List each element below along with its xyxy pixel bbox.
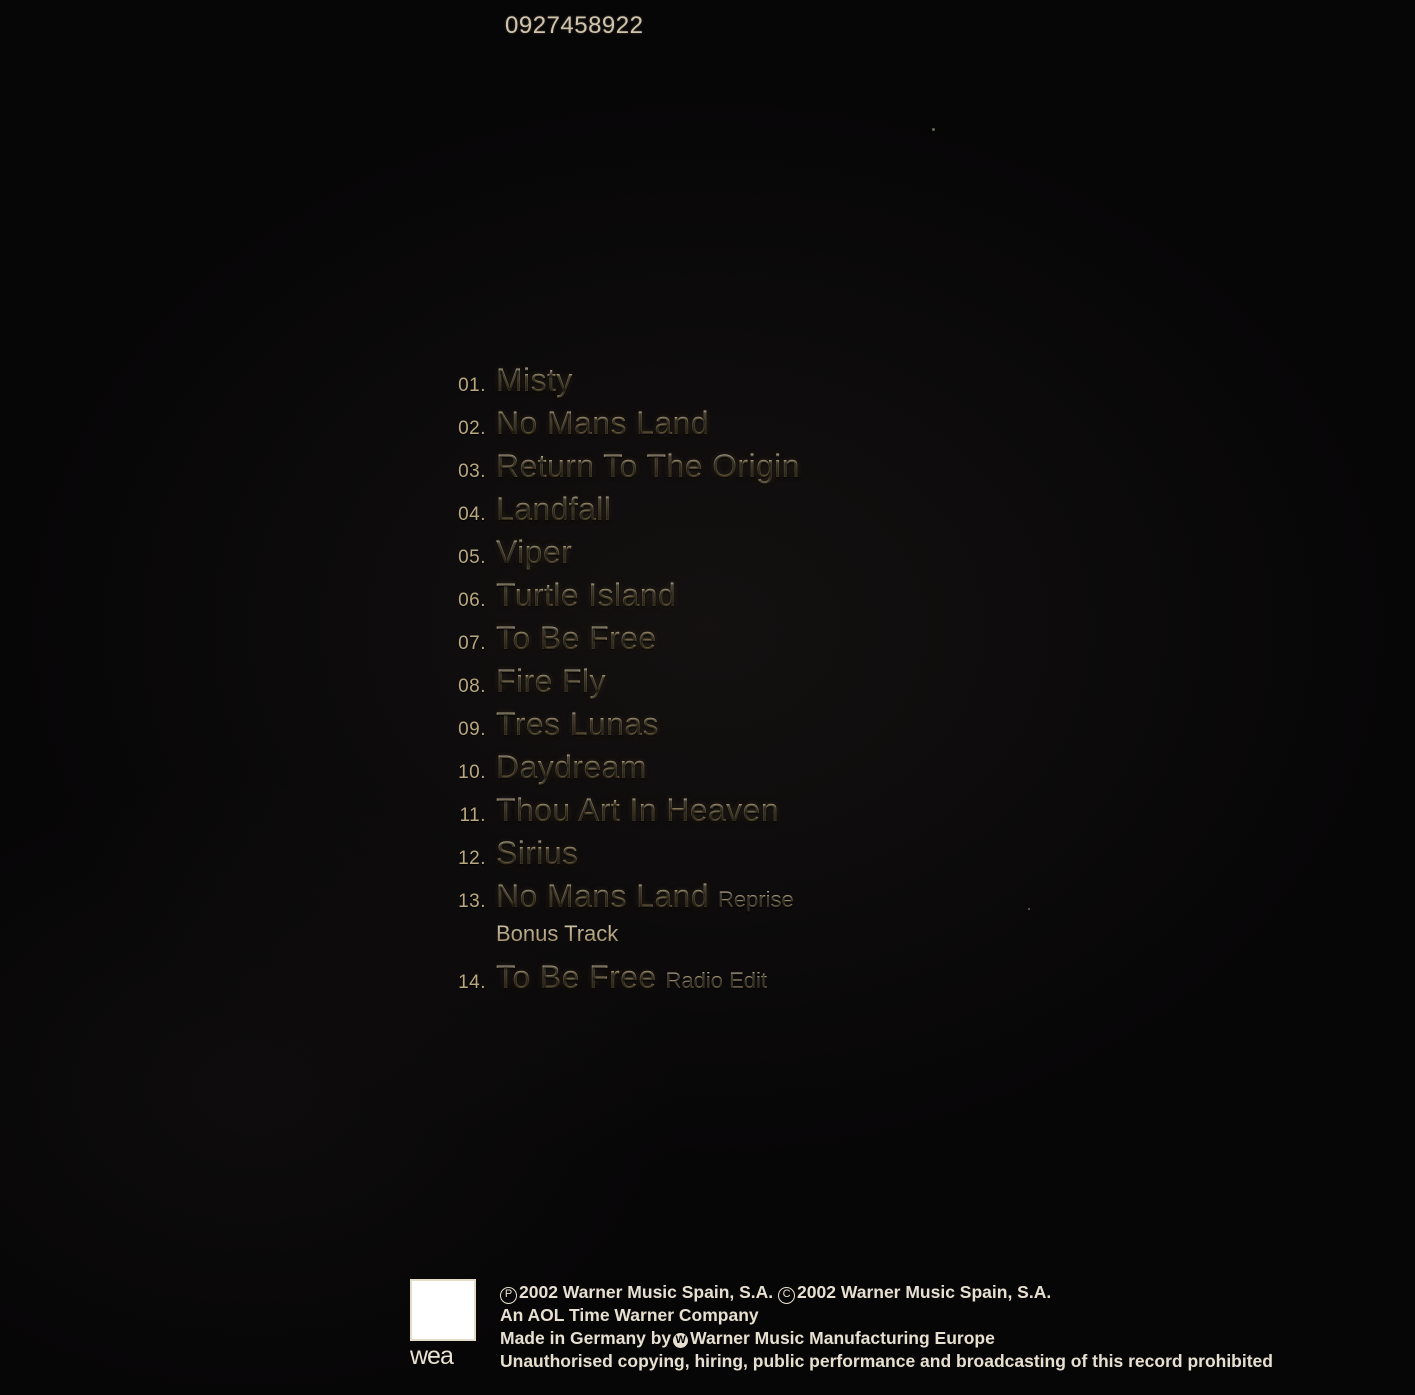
track-title: Landfall (496, 491, 612, 527)
track-number: 08. (458, 676, 486, 697)
legal-line-company: An AOL Time Warner Company (500, 1305, 759, 1325)
track-row (430, 792, 1070, 835)
track-title: Sirius (496, 835, 579, 871)
copyright-symbol-icon: C (778, 1287, 795, 1304)
phonogram-symbol-icon: P (500, 1287, 517, 1304)
track-row (430, 362, 1070, 405)
catalogue-number: 0927458922 (505, 12, 644, 39)
track-row (430, 663, 1070, 706)
wea-logo-mark (410, 1279, 476, 1341)
track-number: 04. (458, 504, 486, 525)
track-number: 10. (458, 762, 486, 783)
footer-legal-block (410, 1281, 1370, 1373)
track-title: Fire Fly (496, 663, 606, 699)
track-row (430, 835, 1070, 878)
warner-symbol-icon: W (673, 1333, 688, 1348)
track-row (430, 448, 1070, 491)
track-row (430, 405, 1070, 448)
track-number: 06. (458, 590, 486, 611)
wea-logo-label: wea (410, 1342, 453, 1370)
track-number: 02. (458, 418, 486, 439)
track-number: 12. (458, 848, 486, 869)
track-row (430, 577, 1070, 620)
track-row (430, 959, 1070, 1002)
track-title: Turtle Island (496, 577, 677, 613)
track-row (430, 749, 1070, 792)
legal-line-copyright (500, 1281, 1273, 1304)
legal-copyright-b: 2002 Warner Music Spain, S.A. (797, 1282, 1052, 1302)
track-number: 11. (459, 805, 486, 826)
track-title: Viper (496, 534, 573, 570)
track-number: 13. (458, 891, 486, 912)
track-row (430, 878, 1070, 921)
track-version-label: Reprise (717, 887, 794, 912)
track-title: No Mans Land (496, 878, 709, 914)
track-number: 01. (458, 375, 486, 396)
wea-logo (410, 1279, 486, 1371)
track-title: No Mans Land (496, 405, 709, 441)
track-row (430, 534, 1070, 577)
legal-line-manufacture (500, 1327, 1273, 1350)
track-number: 03. (458, 461, 486, 482)
track-title: Return To The Origin (496, 448, 800, 484)
track-number: 14. (458, 972, 486, 993)
legal-copyright-a: 2002 Warner Music Spain, S.A. (519, 1282, 774, 1302)
track-title: Daydream (496, 749, 647, 785)
legal-line-prohibition: Unauthorised copying, hiring, public performance and broadcasting of this record prohibited (500, 1351, 1273, 1371)
track-number: 05. (458, 547, 486, 568)
track-version-label: Radio Edit (665, 968, 768, 993)
tracklist (430, 362, 1070, 1002)
track-title: To Be Free (496, 959, 657, 995)
track-bonus-label: Bonus Track (496, 921, 1070, 959)
track-title: Thou Art In Heaven (496, 792, 779, 828)
legal-manufacturer: Warner Music Manufacturing Europe (690, 1328, 995, 1348)
track-title: Misty (496, 362, 573, 398)
track-number: 07. (458, 633, 486, 654)
dust-speck (932, 128, 935, 131)
legal-text (500, 1281, 1273, 1373)
track-number: 09. (458, 719, 486, 740)
legal-made-in: Made in Germany by (500, 1328, 672, 1348)
track-title: To Be Free (496, 620, 657, 656)
track-row (430, 706, 1070, 749)
track-row (430, 491, 1070, 534)
track-row (430, 620, 1070, 663)
track-title: Tres Lunas (496, 706, 659, 742)
